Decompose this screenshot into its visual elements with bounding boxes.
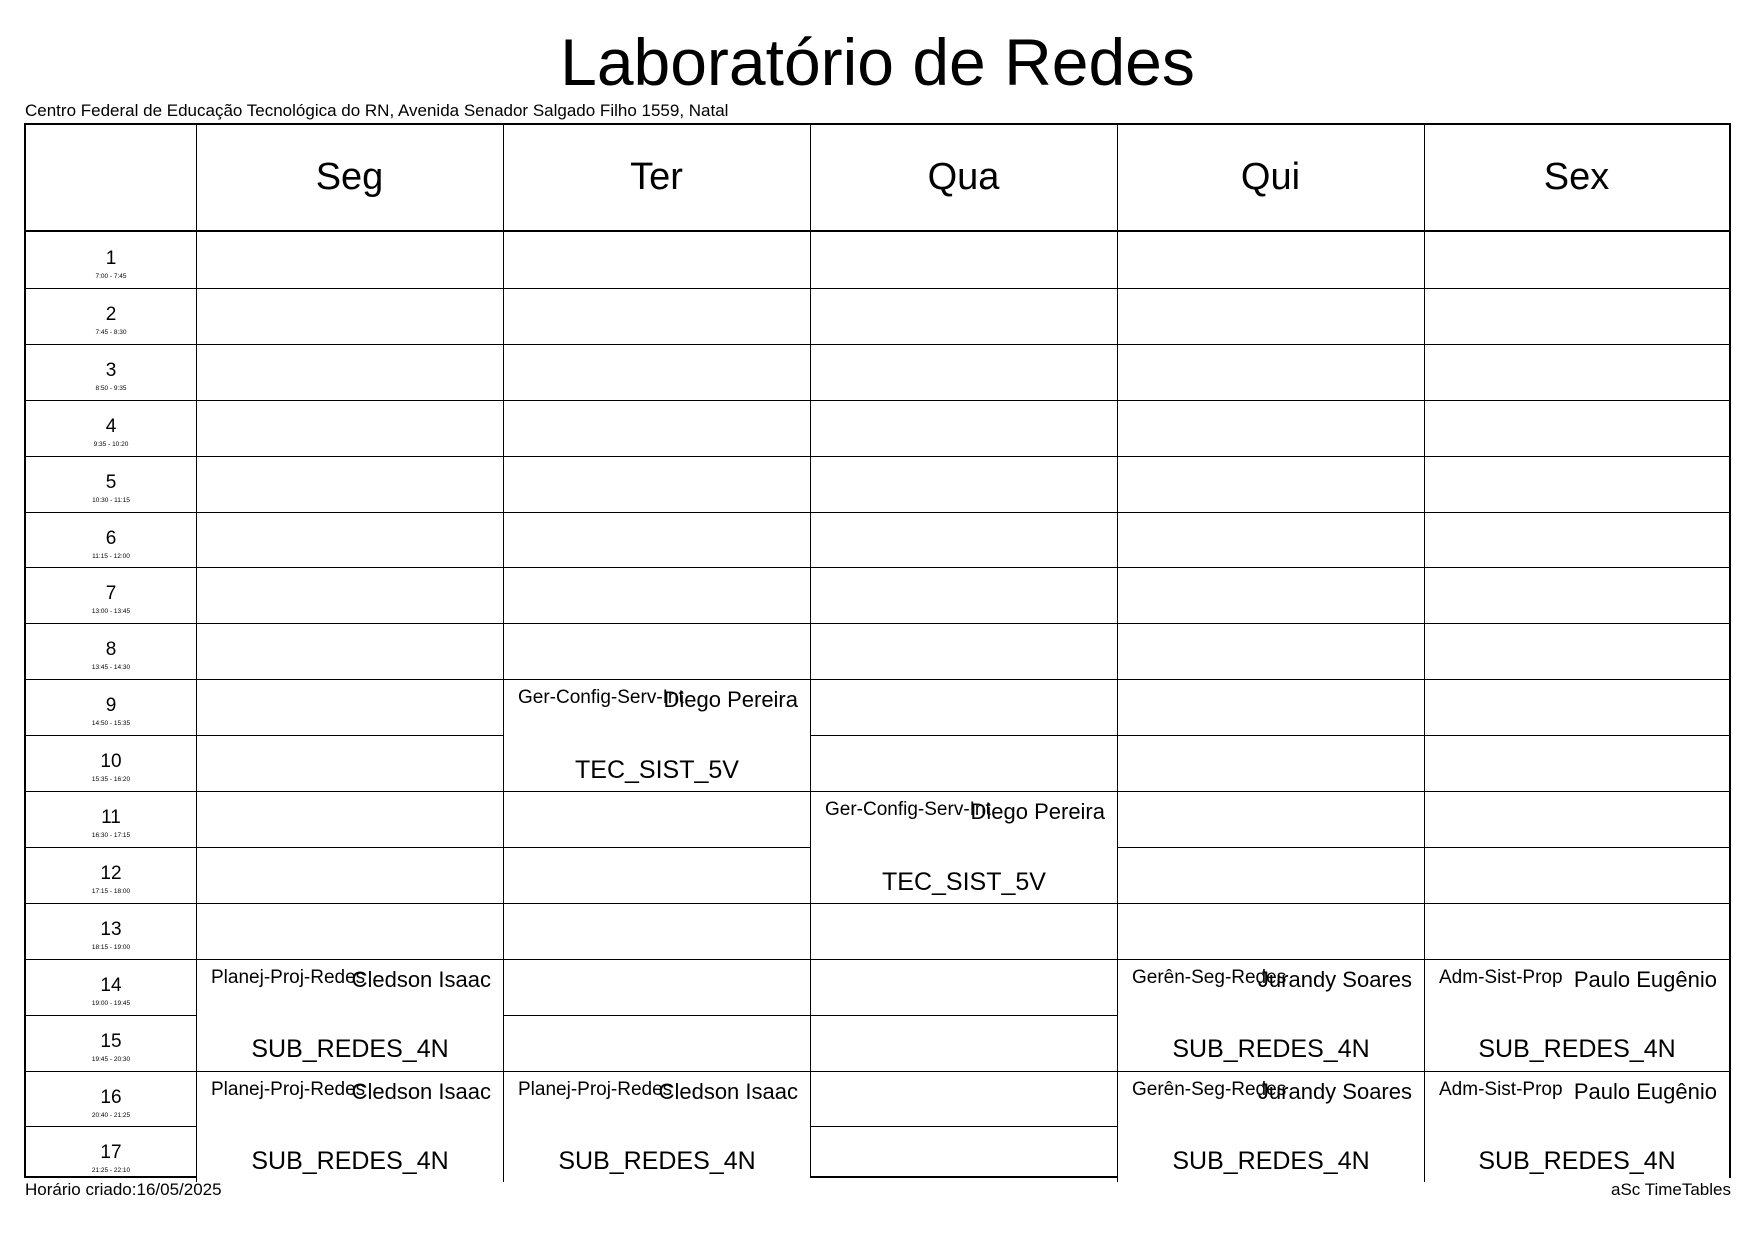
period-time: 7:45 - 8:30 (95, 328, 127, 336)
lesson-subject: Gerên-Seg-Redes (1132, 1078, 1287, 1100)
period-number: 6 (105, 527, 117, 549)
row-divider (26, 679, 1729, 680)
row-divider (26, 512, 1729, 513)
lesson-class: SUB_REDES_4N (1172, 1147, 1370, 1176)
period-number: 13 (100, 918, 122, 940)
period-time: 19:00 - 19:45 (91, 999, 131, 1007)
period-number: 1 (105, 248, 117, 269)
period-cell (26, 232, 196, 288)
row-divider (26, 623, 1729, 624)
row-divider (26, 903, 1729, 904)
lesson-subject: Ger-Config-Serv-Int (825, 799, 991, 820)
lesson-teacher: Jurandy Soares (1257, 1078, 1412, 1104)
lesson-subject: Planej-Proj-Redes (211, 966, 366, 988)
lesson-card[interactable] (503, 1071, 810, 1183)
period-cell (26, 679, 196, 735)
lesson-subject: Planej-Proj-Redes (211, 1078, 366, 1100)
day-header-sex: Sex (1543, 156, 1610, 198)
period-number: 4 (105, 415, 117, 437)
period-cell (26, 1071, 196, 1127)
row-divider (26, 735, 1729, 736)
period-cell (26, 1015, 196, 1071)
lesson-card[interactable] (196, 1071, 503, 1183)
row-divider (26, 400, 1729, 401)
lesson-subject: Adm-Sist-Prop (1439, 966, 1563, 988)
period-number: 16 (100, 1086, 122, 1108)
period-time: 8:50 - 9:35 (95, 384, 127, 392)
lesson-card[interactable] (1424, 1071, 1729, 1183)
lesson-teacher: Cledson Isaac (658, 1078, 798, 1104)
period-cell (26, 567, 196, 623)
period-number: 11 (101, 807, 121, 828)
period-number: 7 (105, 583, 117, 605)
header-divider (26, 230, 1729, 232)
period-cell (26, 344, 196, 400)
lesson-teacher: Jurandy Soares (1257, 966, 1412, 992)
period-cell (26, 791, 196, 847)
period-number: 8 (105, 639, 117, 661)
period-cell (26, 512, 196, 568)
lesson-class: SUB_REDES_4N (1478, 1035, 1676, 1064)
lesson-class: SUB_REDES_4N (558, 1147, 756, 1176)
lesson-teacher: Diego Pereira (970, 799, 1105, 824)
lesson-teacher: Diego Pereira (663, 687, 798, 713)
day-header-qui: Qui (1240, 156, 1301, 198)
lesson-class: TEC_SIST_5V (575, 755, 739, 784)
lesson-card[interactable] (1117, 1071, 1424, 1183)
period-cell (26, 288, 196, 344)
period-cell (26, 903, 196, 959)
lesson-card[interactable] (1117, 959, 1424, 1071)
lesson-subject: Planej-Proj-Redes (518, 1078, 673, 1100)
row-divider (26, 456, 1729, 457)
day-header-qua: Qua (927, 156, 1000, 198)
lesson-class: SUB_REDES_4N (1478, 1147, 1676, 1176)
lesson-teacher: Paulo Eugênio (1573, 1078, 1717, 1104)
timetable-grid (24, 123, 1731, 1178)
period-cell (26, 623, 196, 679)
period-cell (26, 400, 196, 456)
lesson-subject: Adm-Sist-Prop (1439, 1078, 1563, 1100)
period-number: 12 (100, 862, 122, 884)
lesson-class: SUB_REDES_4N (251, 1147, 449, 1176)
period-cell (26, 456, 196, 512)
lesson-teacher: Cledson Isaac (351, 1078, 491, 1104)
page-title: Laboratório de Redes (560, 25, 1195, 99)
period-time: 19:45 - 20:30 (91, 1055, 131, 1063)
row-divider (26, 288, 1729, 289)
period-number: 17 (100, 1142, 122, 1164)
lesson-teacher: Paulo Eugênio (1573, 966, 1717, 992)
lesson-class: SUB_REDES_4N (251, 1035, 449, 1064)
period-number: 14 (100, 974, 122, 996)
lesson-card[interactable] (503, 679, 810, 791)
lesson-subject: Gerên-Seg-Redes (1132, 966, 1287, 988)
period-time: 15:35 - 16:20 (91, 776, 131, 784)
period-time: 14:50 - 15:35 (91, 720, 131, 728)
period-time: 20:40 - 21:25 (91, 1111, 131, 1119)
period-cell (26, 1126, 196, 1182)
brand-label: aSc TimeTables (1611, 1180, 1731, 1199)
row-divider (26, 344, 1729, 345)
lesson-card[interactable] (196, 959, 503, 1071)
day-header-ter: Ter (630, 156, 683, 198)
period-time: 13:00 - 13:45 (91, 608, 131, 616)
period-number: 15 (100, 1030, 122, 1052)
period-cell (26, 735, 196, 791)
period-number: 9 (105, 695, 117, 717)
lesson-subject: Ger-Config-Serv-Int (518, 687, 684, 709)
period-number: 3 (105, 359, 117, 381)
period-number: 2 (105, 303, 117, 325)
row-divider (26, 567, 1729, 568)
lesson-card[interactable] (810, 791, 1117, 903)
created-date: Horário criado:16/05/2025 (25, 1180, 222, 1199)
period-time: 10:30 - 11:15 (92, 496, 130, 504)
day-header-seg: Seg (315, 156, 384, 198)
school-address: Centro Federal de Educação Tecnológica do RN, Avenida Senador Salgado Filho 1559, Natal (25, 101, 729, 120)
lesson-class: SUB_REDES_4N (1172, 1035, 1370, 1064)
period-time: 21:25 - 22:10 (91, 1167, 131, 1175)
period-time: 7:00 - 7:45 (95, 273, 127, 280)
column-divider (503, 125, 504, 1176)
lesson-teacher: Cledson Isaac (351, 966, 491, 992)
period-time: 9:35 - 10:20 (93, 440, 129, 448)
period-number: 5 (105, 471, 117, 493)
period-time: 18:15 - 19:00 (91, 943, 131, 951)
column-divider (810, 125, 811, 1176)
period-cell (26, 847, 196, 903)
lesson-class: TEC_SIST_5V (882, 867, 1046, 896)
period-time: 16:30 - 17:15 (91, 832, 131, 839)
period-cell (26, 959, 196, 1015)
lesson-card[interactable] (1424, 959, 1729, 1071)
period-number: 10 (100, 751, 122, 773)
period-time: 13:45 - 14:30 (91, 664, 131, 672)
period-time: 17:15 - 18:00 (91, 887, 131, 895)
period-time: 11:15 - 12:00 (92, 552, 130, 560)
